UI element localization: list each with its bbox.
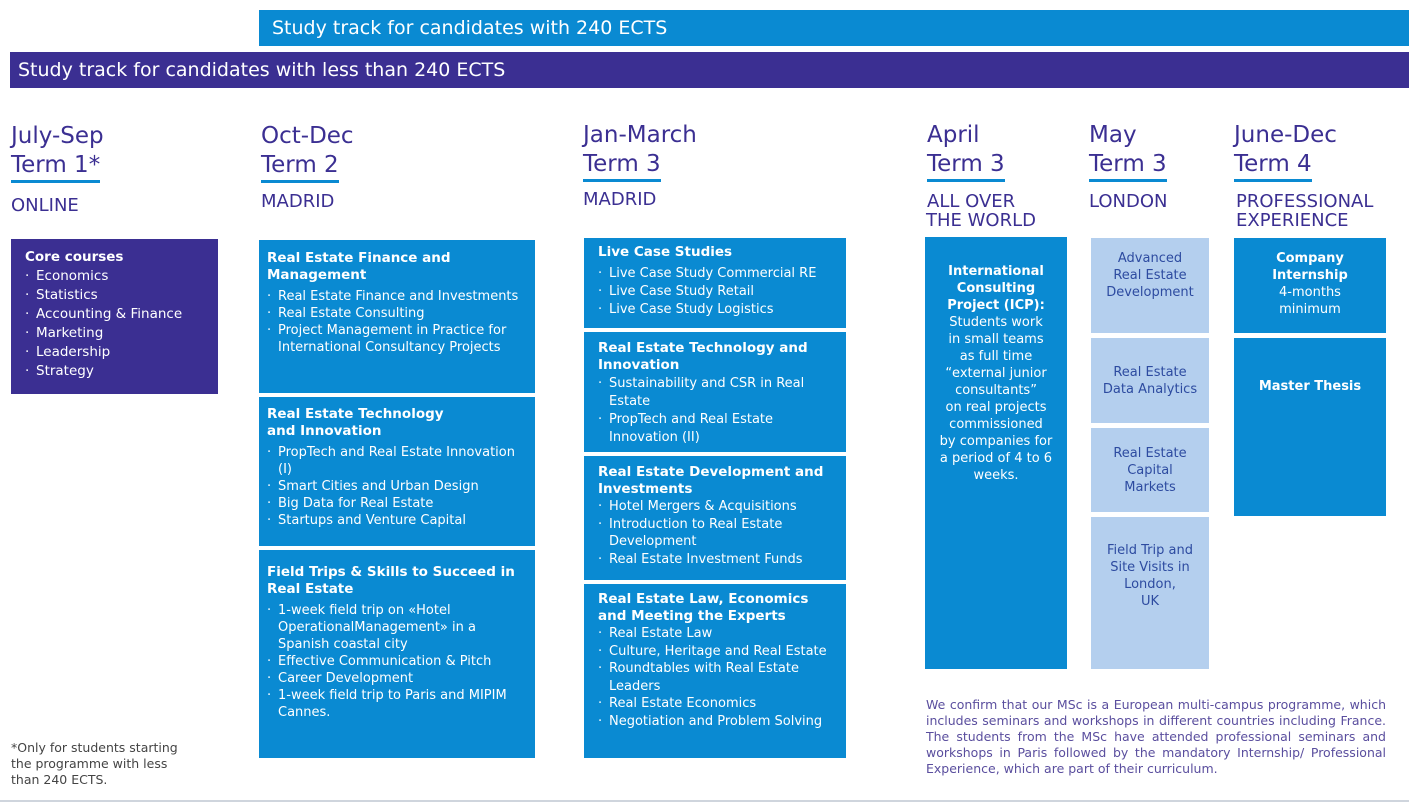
master-thesis-label: Master Thesis — [1258, 379, 1362, 394]
place-label: LONDON — [1089, 191, 1168, 212]
text-line: Data Analytics — [1102, 381, 1198, 397]
box-title: Live Case Studies — [598, 244, 733, 260]
box-text — [1107, 542, 1193, 610]
icp-title — [925, 263, 1067, 314]
title-line: Real Estate Technology — [267, 406, 444, 422]
col-may-header — [1089, 121, 1168, 211]
may-data-analytics-box — [1091, 338, 1209, 423]
text-line: the programme with less — [11, 756, 168, 771]
place-label: MADRID — [583, 189, 657, 210]
period-label: June-Dec — [1234, 122, 1337, 148]
list-item: · Real Estate Finance and Investments — [267, 288, 527, 305]
list-item: · Real Estate Law — [598, 625, 832, 643]
list-item: · 1-week field trip on «Hotel OperationalManagement» in a Spanish coastal city — [267, 602, 527, 653]
text-line: Site Visits in — [1110, 560, 1190, 575]
text-line: as full time — [959, 349, 1033, 364]
list-item: · Marketing — [25, 324, 204, 343]
period-label: May — [1089, 122, 1137, 148]
course-list — [267, 444, 527, 529]
list-item: · Smart Cities and Urban Design — [267, 478, 527, 495]
box-text — [1106, 250, 1194, 301]
text-line: Real Estate — [1113, 364, 1187, 380]
text-line: London, — [1124, 577, 1176, 592]
list-item: · Big Data for Real Estate — [267, 495, 527, 512]
box-title — [267, 406, 527, 440]
course-list — [25, 267, 204, 381]
list-item: · Hotel Mergers & Acquisitions — [598, 498, 832, 516]
icp-description — [925, 314, 1067, 484]
banner-240-ects — [259, 10, 1409, 46]
confirmation-text: We confirm that our MSc is a European multi-campus programme, which includes seminars and workshops in different countries including France. The students from the MSc have attended professional seminars and workshops in Paris followed by the mandatory Internship/ Professional Experience, which are part of their curriculum. — [926, 697, 1386, 776]
text-line: Markets — [1124, 479, 1176, 495]
list-item: · Real Estate Economics — [598, 695, 832, 713]
text-line: UK — [1140, 594, 1160, 609]
period-label: Oct-Dec — [261, 123, 354, 149]
may-capital-markets-box — [1091, 428, 1209, 512]
text-line: than 240 ECTS. — [11, 772, 108, 787]
list-item: · Leadership — [25, 343, 204, 362]
list-item: · Startups and Venture Capital — [267, 512, 527, 529]
course-list — [267, 288, 527, 356]
list-item: · PropTech and Real Estate Innovation (II) — [598, 411, 832, 447]
col-april-header — [927, 121, 1036, 230]
col-term1-header — [11, 122, 104, 215]
box-title: Real Estate Finance and Management — [267, 250, 451, 283]
term3-livecase-box — [584, 238, 846, 328]
text-line: Real Estate — [1113, 268, 1187, 283]
term2-fieldtrips-box — [259, 550, 535, 758]
title-line: and Innovation — [267, 423, 382, 439]
list-item: · Real Estate Consulting — [267, 305, 527, 322]
text-line: in small teams — [948, 332, 1044, 347]
col-june-header — [1234, 121, 1373, 230]
list-item: · Effective Communication & Pitch — [267, 653, 527, 670]
list-item: · Real Estate Investment Funds — [598, 551, 832, 569]
box-title: Real Estate Development and Investments — [598, 464, 824, 497]
list-item: · Live Case Study Commercial RE — [598, 265, 832, 283]
footnote — [11, 740, 211, 788]
text-line: *Only for students starting — [11, 740, 178, 755]
list-item: · Economics — [25, 267, 204, 286]
text-line: Advanced — [1117, 251, 1183, 266]
internship-title — [1234, 250, 1386, 284]
term-label: Term 4 — [1234, 150, 1312, 182]
company-internship-box — [1234, 238, 1386, 333]
box-title: Core courses — [25, 249, 124, 265]
place-label-2: THE WORLD — [926, 210, 1036, 231]
banner-less-text: Study track for candidates with less than 240 ECTS — [18, 59, 506, 81]
term3-law-box — [584, 584, 846, 758]
course-list — [598, 625, 832, 730]
list-item: · Career Development — [267, 670, 527, 687]
title-line: International — [948, 264, 1044, 279]
text-line: “external junior — [945, 366, 1047, 381]
box-title: Real Estate Technology and Innovation — [598, 340, 808, 373]
icp-box — [925, 237, 1067, 669]
term-label: Term 3 — [583, 150, 661, 182]
banner-240-text: Study track for candidates with 240 ECTS — [272, 17, 668, 39]
list-item: · PropTech and Real Estate Innovation (I) — [267, 444, 527, 478]
course-list — [267, 602, 527, 721]
term-label: Term 2 — [261, 151, 339, 183]
place-label-2: EXPERIENCE — [1236, 210, 1349, 231]
text-line: Students work — [949, 315, 1043, 330]
list-item: · Roundtables with Real Estate Leaders — [598, 660, 832, 695]
text-line: Capital — [1127, 462, 1173, 478]
box-text — [1113, 445, 1186, 496]
list-item: · Culture, Heritage and Real Estate — [598, 643, 832, 661]
text-line: by companies for — [939, 434, 1053, 449]
may-advanced-development-box — [1091, 238, 1209, 333]
period-label: Jan-March — [583, 122, 697, 148]
list-item: · Live Case Study Logistics — [598, 301, 832, 319]
text-line: consultants” — [955, 383, 1037, 398]
course-list — [598, 375, 832, 447]
box-title: Field Trips & Skills to Succeed in Real Estate — [267, 564, 515, 597]
box-text — [1103, 364, 1197, 398]
course-list — [598, 265, 832, 319]
term3-technology-box — [584, 332, 846, 452]
place-label: PROFESSIONAL — [1236, 191, 1374, 212]
text-line: weeks. — [973, 468, 1019, 483]
text-line: minimum — [1279, 302, 1341, 317]
list-item: · Project Management in Practice for International Consultancy Projects — [267, 322, 527, 356]
text-line: on real projects — [945, 400, 1047, 415]
title-line: Internship — [1272, 268, 1348, 283]
col-term2-header — [261, 122, 354, 211]
core-courses-box — [11, 239, 218, 394]
place-label: ALL OVER — [927, 191, 1016, 212]
term-label: Term 1* — [11, 151, 100, 183]
list-item: · Strategy — [25, 362, 204, 381]
master-thesis-box — [1234, 338, 1386, 516]
list-item: · Accounting & Finance — [25, 305, 204, 324]
title-line: Consulting — [956, 281, 1036, 296]
box-title: Real Estate Law, Economics and Meeting the Experts — [598, 591, 809, 624]
list-item: · Negotiation and Problem Solving — [598, 713, 832, 731]
place-label: ONLINE — [11, 195, 79, 216]
list-item: · Sustainability and CSR in Real Estate — [598, 375, 832, 411]
title-line: Company — [1276, 251, 1344, 266]
may-field-trip-box — [1091, 517, 1209, 669]
list-item: · Live Case Study Retail — [598, 283, 832, 301]
col-term3-header — [583, 121, 697, 209]
text-line: 4-months — [1279, 285, 1341, 300]
text-line: Real Estate — [1113, 445, 1187, 461]
period-label: July-Sep — [11, 123, 104, 149]
internship-duration — [1234, 284, 1386, 318]
term3-development-box — [584, 456, 846, 580]
term-label: Term 3 — [1089, 150, 1167, 182]
bottom-divider — [0, 800, 1409, 802]
term2-finance-box — [259, 240, 535, 393]
term2-technology-box — [259, 397, 535, 546]
list-item: · Introduction to Real Estate Development — [598, 516, 832, 551]
course-list — [598, 498, 832, 568]
text-line: commissioned — [949, 417, 1043, 432]
list-item: · 1-week field trip to Paris and MIPIM Cannes. — [267, 687, 527, 721]
text-line: a period of 4 to 6 — [939, 451, 1053, 466]
title-line: Project (ICP): — [947, 298, 1045, 313]
banner-less-240-ects — [10, 52, 1409, 88]
text-line: Development — [1106, 285, 1194, 300]
term-label: Term 3 — [927, 150, 1005, 182]
list-item: · Statistics — [25, 286, 204, 305]
place-label: MADRID — [261, 191, 335, 212]
period-label: April — [927, 122, 980, 148]
text-line: Field Trip and — [1107, 543, 1193, 558]
